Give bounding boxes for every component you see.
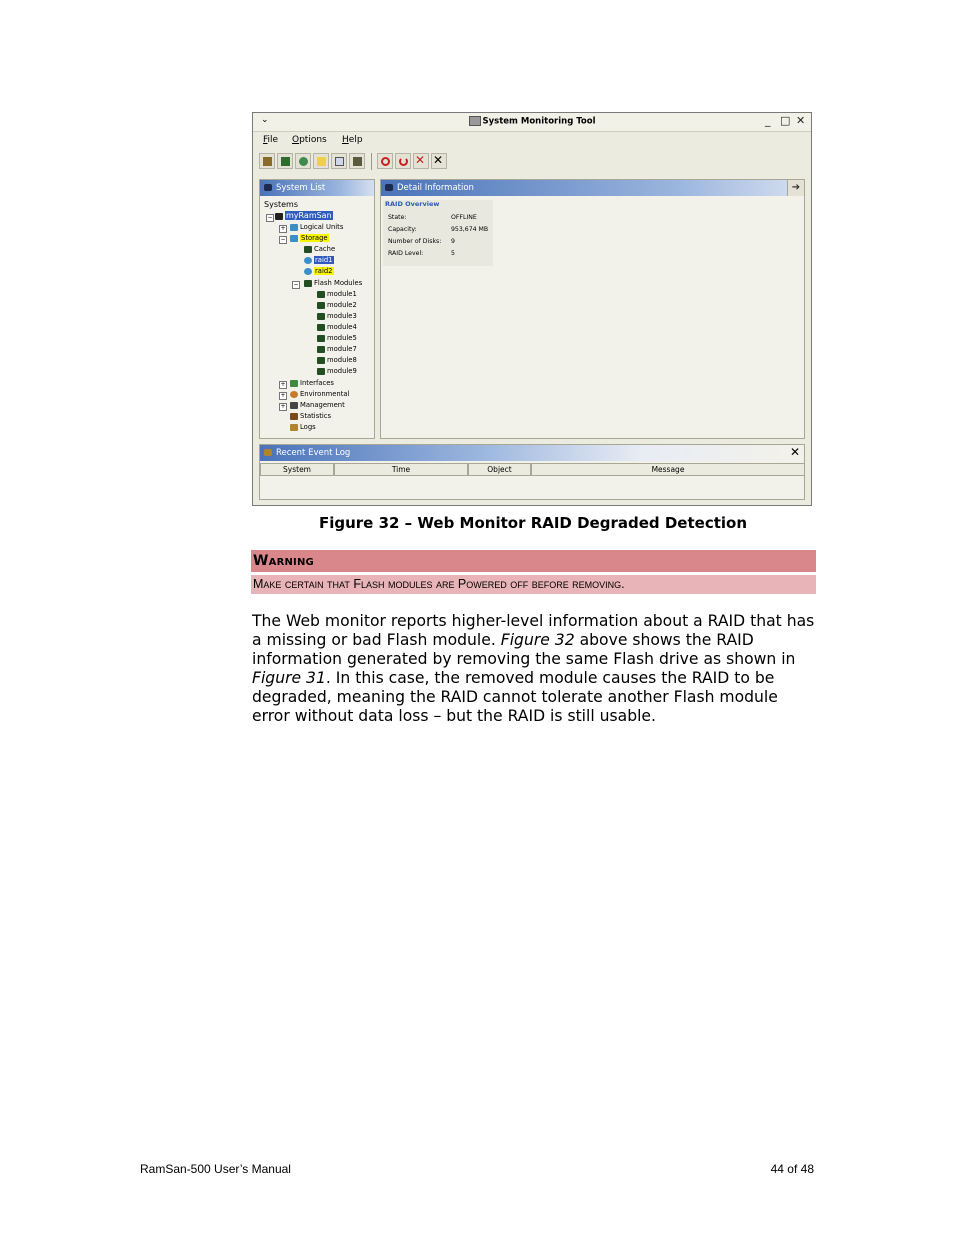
tree-node-label: module9 — [327, 367, 357, 375]
tree-node-module[interactable] — [317, 356, 357, 364]
column-header-object[interactable]: Object — [468, 463, 531, 476]
flash-module-icon — [317, 357, 325, 364]
detail-header — [381, 180, 804, 196]
globe-icon — [299, 157, 308, 166]
tree-node-label: module4 — [327, 323, 357, 331]
tree-node-label: module7 — [327, 345, 357, 353]
field-value: 9 — [451, 238, 455, 245]
trash-button[interactable] — [259, 153, 275, 169]
tree-node-label: raid2 — [315, 267, 333, 275]
export-button[interactable] — [331, 153, 347, 169]
expand-icon[interactable]: + — [280, 225, 286, 232]
paragraph-text: above shows the RAID information generated by removing the same Flash drive as shown in — [252, 631, 796, 668]
column-header-time[interactable]: Time — [334, 463, 468, 476]
detail-panel — [380, 179, 805, 439]
tree-node-module[interactable] — [317, 367, 357, 375]
collapse-icon[interactable]: − — [280, 236, 286, 243]
tree-node-raid2[interactable] — [304, 267, 334, 275]
column-header-message[interactable]: Message — [531, 463, 805, 476]
monitor-icon — [385, 184, 393, 191]
body-paragraph — [252, 612, 817, 726]
paragraph-text: The Web monitor reports higher-level information about a RAID that has a missing or bad Flash module. — [252, 612, 815, 649]
collapse-icon[interactable]: − — [267, 214, 273, 221]
field-value: 5 — [451, 250, 455, 257]
menu-options[interactable]: Options — [292, 135, 327, 145]
tree-node-myramsan[interactable] — [275, 211, 333, 220]
tree-node-management[interactable] — [290, 401, 345, 409]
system-list-panel — [259, 179, 375, 439]
paragraph-text: . In this case, the removed module causes the RAID to be degraded, meaning the RAID cannot tolerate another Flash module error without data loss – but the RAID is still usable. — [252, 669, 778, 725]
detail-title: Detail Information — [397, 183, 474, 193]
menu-help[interactable]: Help — [342, 135, 363, 145]
export-icon — [335, 157, 344, 166]
notes-button[interactable] — [313, 153, 329, 169]
power-icon — [399, 157, 408, 166]
flash-module-icon — [317, 302, 325, 309]
menu-file[interactable]: File — [263, 135, 279, 145]
tree-node-label: Logs — [300, 423, 316, 431]
tree-node-label: myRamSan — [286, 211, 332, 220]
expand-icon[interactable]: + — [280, 381, 286, 388]
notes-icon — [317, 157, 326, 166]
tree-node-label: Environmental — [300, 390, 350, 398]
minimize-button[interactable]: _ — [765, 114, 771, 127]
raid-icon — [304, 257, 312, 264]
event-log-header — [260, 445, 804, 461]
field-value: 953,674 MB — [451, 226, 489, 233]
tree-root-systems[interactable]: Systems — [264, 200, 298, 209]
warning-title: Warning — [251, 550, 816, 572]
tree-node-label: module2 — [327, 301, 357, 309]
field-label: State: — [388, 214, 407, 221]
monitor-icon — [281, 157, 290, 166]
tree-node-environmental[interactable] — [290, 390, 349, 398]
figure-caption: Figure 32 – Web Monitor RAID Degraded Detection — [318, 514, 748, 532]
raid-overview — [383, 200, 493, 266]
tree-node-label: module3 — [327, 312, 357, 320]
flash-module-icon — [317, 335, 325, 342]
tree-node-flash-modules[interactable] — [304, 279, 362, 287]
tree-node-label: Statistics — [300, 412, 332, 420]
monitor-button[interactable] — [277, 153, 293, 169]
log-icon — [264, 449, 272, 456]
interfaces-icon — [290, 380, 298, 387]
arrow-right-icon[interactable]: ➔ — [787, 180, 804, 196]
refresh-icon — [381, 157, 390, 166]
globe-button[interactable] — [295, 153, 311, 169]
column-header-system[interactable]: System — [260, 463, 334, 476]
window-title — [253, 116, 811, 127]
tree-node-logical-units[interactable] — [290, 223, 343, 231]
display-button[interactable] — [349, 153, 365, 169]
close-button[interactable]: ✕ — [796, 114, 806, 127]
tree-node-label: module5 — [327, 334, 357, 342]
field-value: OFFLINE — [451, 214, 477, 221]
trash-icon — [263, 157, 272, 166]
app-icon — [469, 116, 481, 126]
field-label: Number of Disks: — [388, 238, 442, 245]
figure-reference: Figure 31 — [252, 669, 326, 687]
refresh-button[interactable] — [377, 153, 393, 169]
event-log-panel — [259, 444, 805, 500]
tree-node-label: module8 — [327, 356, 357, 364]
system-list-title: System List — [276, 183, 326, 193]
window-menu-icon[interactable]: ⌄ — [261, 115, 269, 125]
toolbar-separator — [371, 153, 372, 170]
tree-node-raid1[interactable] — [304, 256, 334, 264]
tree-node-module[interactable] — [317, 301, 357, 309]
tree-node-label: Cache — [314, 245, 336, 253]
flash-module-icon — [317, 324, 325, 331]
tree-node-module[interactable] — [317, 290, 357, 298]
system-list-header — [260, 180, 374, 196]
power-button[interactable] — [395, 153, 411, 169]
delete-red-icon: ✕ — [415, 153, 426, 167]
tree-node-module[interactable] — [317, 323, 357, 331]
screenshot-window — [252, 112, 812, 506]
tree-node-label: Interfaces — [300, 379, 334, 387]
figure-reference: Figure 32 — [500, 631, 575, 649]
expand-icon[interactable]: + — [280, 392, 286, 399]
tree-node-storage[interactable] — [290, 234, 329, 242]
maximize-button[interactable]: □ — [780, 114, 791, 127]
flash-module-icon — [317, 313, 325, 320]
tree-node-module[interactable] — [317, 334, 357, 342]
flash-module-icon — [317, 346, 325, 353]
footer-title: RamSan-500 User’s Manual — [140, 1162, 291, 1176]
storage-icon — [290, 235, 298, 242]
field-label: Capacity: — [388, 226, 417, 233]
field-label: RAID Level: — [388, 250, 424, 257]
delete-red-button[interactable] — [413, 153, 429, 169]
tree-node-label: module1 — [327, 290, 357, 298]
delete-black-button[interactable] — [431, 153, 447, 169]
environmental-icon — [290, 391, 298, 398]
tree-node-label: Flash Modules — [314, 279, 363, 287]
statistics-icon — [290, 413, 298, 420]
menu-bar — [253, 132, 811, 148]
management-icon — [290, 402, 298, 409]
tree-node-label: Management — [300, 401, 345, 409]
tree-node-label: Logical Units — [300, 223, 344, 231]
flash-module-icon — [317, 291, 325, 298]
raid-icon — [304, 268, 312, 275]
logs-icon — [290, 424, 298, 431]
tree-node-label: raid1 — [315, 256, 333, 264]
expand-icon[interactable]: + — [280, 403, 286, 410]
title-bar — [253, 113, 811, 132]
close-icon[interactable]: ✕ — [789, 445, 800, 459]
delete-black-icon: ✕ — [433, 153, 444, 167]
logical-units-icon — [290, 224, 298, 231]
toolbar — [253, 150, 811, 174]
tree-node-logs[interactable] — [290, 423, 316, 431]
tree-node-module[interactable] — [317, 345, 357, 353]
flash-module-icon — [317, 368, 325, 375]
window-title-text: System Monitoring Tool — [482, 116, 596, 127]
warning-text: Make certain that Flash modules are Powered off before removing. — [251, 575, 816, 594]
event-log-title: Recent Event Log — [276, 448, 351, 458]
tree-node-module[interactable] — [317, 312, 357, 320]
flash-modules-icon — [304, 280, 312, 287]
server-icon — [275, 213, 283, 220]
cache-icon — [304, 246, 312, 253]
tree-node-label: Storage — [301, 234, 328, 242]
page-number: 44 of 48 — [770, 1162, 814, 1176]
display-icon — [353, 157, 362, 166]
tree-node-statistics[interactable] — [290, 412, 331, 420]
tree-node-interfaces[interactable] — [290, 379, 334, 387]
raid-overview-title: RAID Overview — [385, 200, 440, 208]
tree-node-cache[interactable] — [304, 245, 335, 253]
collapse-icon[interactable]: − — [293, 281, 299, 288]
monitor-icon — [264, 184, 272, 191]
